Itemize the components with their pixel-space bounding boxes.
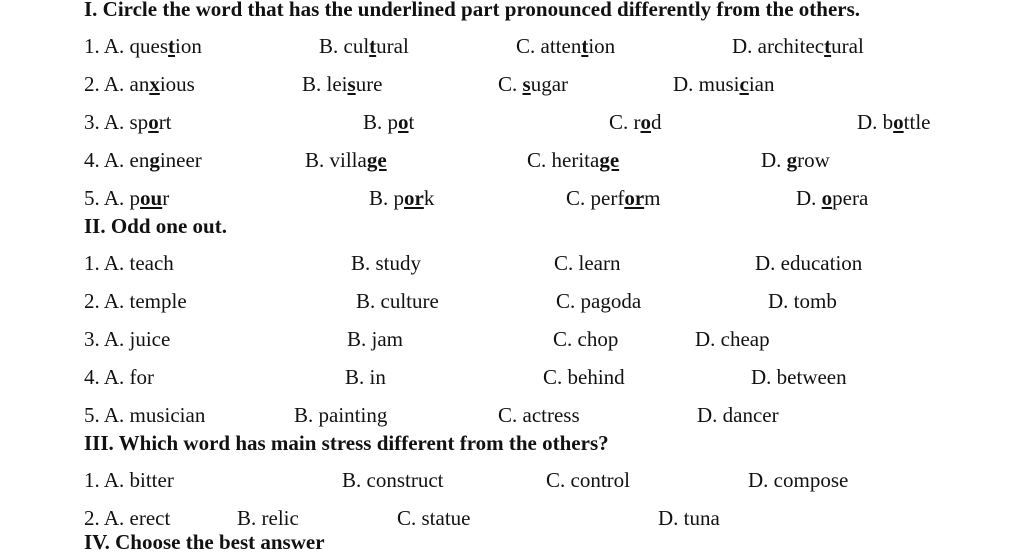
s1-q5-option-d[interactable] [796,186,868,211]
pre: D. b [857,110,894,134]
post: ion [175,34,202,58]
s1-q1-option-d[interactable] [732,34,864,59]
s1-q4-option-d[interactable] [761,148,830,173]
underlined-part: g [786,148,798,172]
s2-q1-option-c[interactable]: C. learn [554,251,621,275]
pre: 1. A. ques [84,34,168,58]
s1-q3-option-d[interactable] [857,110,931,135]
underlined-part: o [821,186,833,210]
pre: B. lei [302,72,348,96]
post: r [162,186,170,210]
underlined-part: s [347,72,356,96]
section-3-title: III. Which word has main stress different from the others? [84,431,609,455]
pre: D. [761,148,787,172]
underlined-part: t [581,34,589,58]
post: ian [748,72,775,96]
s2-q5-option-b[interactable]: B. painting [294,403,388,427]
s2-q3-option-d[interactable]: D. cheap [695,327,770,351]
underlined-part: s [522,72,531,96]
underlined-part: c [739,72,749,96]
s2-q3-option-c[interactable]: C. chop [553,327,619,351]
post: ural [831,34,864,58]
post: ural [376,34,409,58]
post: t [408,110,415,134]
post: ttle [903,110,931,134]
s3-q2-option-c[interactable]: C. statue [397,506,471,530]
pre: 4. A. en [84,148,150,172]
underlined-part: or [404,186,424,210]
s3-q2-option-b[interactable]: B. relic [237,506,299,530]
underlined-part: t [824,34,832,58]
post: ugar [530,72,569,96]
s2-q1-option-d[interactable]: D. education [755,251,863,275]
s1-q2-option-d[interactable] [673,72,775,97]
underlined-part: ou [140,186,163,210]
underlined-part: o [640,110,651,134]
s2-q1-option-a[interactable]: 1. A. teach [84,251,174,275]
underlined-part: ge [366,148,387,172]
pre: C. atten [516,34,582,58]
pre: 3. A. sp [84,110,149,134]
s2-q5-option-a[interactable]: 5. A. musician [84,403,206,427]
pre: B. cul [319,34,370,58]
post: m [644,186,661,210]
pre: D. musi [673,72,740,96]
s1-q5-option-a[interactable] [84,186,169,211]
s2-q2-option-c[interactable]: C. pagoda [556,289,642,313]
pre: 2. A. an [84,72,150,96]
pre: C. [498,72,523,96]
pre: B. villa [305,148,367,172]
s2-q1-option-b[interactable]: B. study [351,251,422,275]
underlined-part: ge [599,148,620,172]
post: rt [158,110,172,134]
s1-q5-option-c[interactable] [566,186,661,211]
s3-q2-option-a[interactable]: 2. A. erect [84,506,171,530]
s1-q3-option-c[interactable] [609,110,662,135]
s2-q2-option-d[interactable]: D. tomb [768,289,837,313]
pre: D. [796,186,822,210]
underlined-part: t [168,34,175,58]
pre: 5. A. p [84,186,141,210]
s1-q4-option-c[interactable] [527,148,619,173]
s1-q2-option-b[interactable] [302,72,383,97]
s1-q4-option-b[interactable] [305,148,387,173]
s3-q1-option-b[interactable]: B. construct [342,468,444,492]
underlined-part: g [149,148,160,172]
post: k [423,186,435,210]
s1-q3-option-b[interactable] [363,110,414,135]
s2-q3-option-a[interactable]: 3. A. juice [84,327,171,351]
section-2-title: II. Odd one out. [84,214,227,238]
post: pera [832,186,869,210]
s2-q4-option-b[interactable]: B. in [345,365,386,389]
s2-q4-option-a[interactable]: 4. A. for [84,365,154,389]
underlined-part: o [893,110,904,134]
underlined-part: or [624,186,645,210]
s2-q2-option-b[interactable]: B. culture [356,289,439,313]
s1-q1-option-b[interactable] [319,34,409,59]
pre: C. herita [527,148,600,172]
pre: D. architec [732,34,825,58]
s1-q5-option-b[interactable] [369,186,434,211]
post: row [797,148,830,172]
post: d [651,110,662,134]
s1-q3-option-a[interactable] [84,110,172,135]
s3-q1-option-d[interactable]: D. compose [748,468,849,492]
s2-q5-option-d[interactable]: D. dancer [697,403,779,427]
s1-q2-option-c[interactable] [498,72,568,97]
s1-q2-option-a[interactable] [84,72,195,97]
s2-q3-option-b[interactable]: B. jam [347,327,403,351]
s2-q2-option-a[interactable]: 2. A. temple [84,289,187,313]
pre: B. p [363,110,399,134]
pre: C. r [609,110,641,134]
pre: B. p [369,186,405,210]
s2-q4-option-d[interactable]: D. between [751,365,847,389]
post: ion [588,34,616,58]
underlined-part: x [149,72,160,96]
s2-q5-option-c[interactable]: C. actress [498,403,580,427]
s1-q1-option-a[interactable] [84,34,202,59]
underlined-part: t [369,34,377,58]
pre: C. perf [566,186,625,210]
post: ious [159,72,195,96]
underlined-part: o [398,110,409,134]
s3-q1-option-a[interactable]: 1. A. bitter [84,468,174,492]
section-4-title: IV. Choose the best answer [84,530,325,554]
underlined-part: o [148,110,159,134]
s3-q1-option-c[interactable]: C. control [546,468,630,492]
post: ure [355,72,383,96]
s1-q1-option-c[interactable] [516,34,615,59]
s2-q4-option-c[interactable]: C. behind [543,365,625,389]
s1-q4-option-a[interactable] [84,148,202,173]
section-1-title: I. Circle the word that has the underlined part pronounced differently from the others. [84,0,861,21]
s3-q2-option-d[interactable]: D. tuna [658,506,720,530]
post: ineer [159,148,202,172]
